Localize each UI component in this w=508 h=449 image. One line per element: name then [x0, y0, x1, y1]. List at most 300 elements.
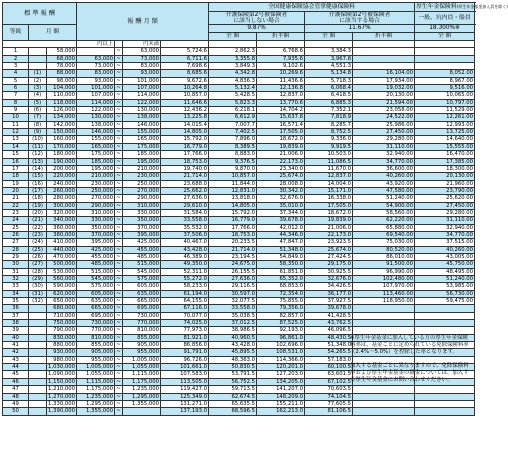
cell: 1,355,000	[123, 400, 161, 407]
cell: 1,175,000	[123, 378, 161, 385]
cell: 44	[3, 364, 29, 371]
cell: ~	[116, 195, 121, 202]
cell	[29, 400, 47, 407]
ins-yes-header: 介護保険第2号被保険者 に該当する場合	[305, 12, 415, 25]
cell: 15,792.0	[161, 136, 209, 143]
cell: 10,503.0	[305, 151, 353, 158]
cell: 23,194.5	[209, 253, 257, 260]
cell: 114,000	[123, 92, 161, 99]
table-row	[3, 158, 475, 165]
cell: 58,000	[47, 48, 77, 55]
cell	[29, 342, 47, 349]
cell: ~	[116, 85, 121, 92]
cell: ~	[116, 378, 121, 385]
cell: 69,540.00	[353, 231, 415, 238]
table-row	[3, 48, 475, 55]
cell: 855,000	[77, 342, 115, 349]
cell: ~	[116, 371, 121, 378]
cell: 10,797.00	[415, 99, 475, 106]
cell: 7,352.1	[305, 107, 353, 114]
cell: 665,000	[123, 298, 161, 305]
cell: 545,000	[123, 268, 161, 275]
cell: 37,515.00	[415, 239, 475, 246]
cell: 31,110.00	[415, 217, 475, 224]
cell	[123, 408, 161, 415]
cell: 14,805.0	[209, 202, 257, 209]
cell: 1,005,000	[77, 364, 115, 371]
cell: 470,000	[47, 253, 77, 260]
cell: 21,006.0	[305, 224, 353, 231]
cell	[415, 312, 475, 319]
rate-2: 11.67%	[305, 25, 415, 33]
cell: 118,950.00	[353, 298, 415, 305]
cell: 955,000	[123, 349, 161, 356]
cell: 160,000	[47, 136, 77, 143]
cell: 24,675.0	[209, 261, 257, 268]
cell: 130,000	[77, 114, 115, 121]
cell: 175,000	[77, 151, 115, 158]
cell: 25,620.00	[415, 195, 475, 202]
cell: (26)	[29, 253, 47, 260]
cell: 23,790.00	[415, 187, 475, 194]
cell: ~	[116, 356, 121, 363]
cell	[353, 327, 415, 334]
cell: 27,450.00	[353, 129, 415, 136]
table-row	[3, 253, 475, 260]
cell: (8)	[29, 121, 47, 128]
cell: 12	[3, 129, 29, 136]
cell: ~	[116, 261, 121, 268]
cell: 185,000	[123, 151, 161, 158]
cell: 2,862.3	[209, 48, 257, 55]
cell: 6,068.4	[305, 85, 353, 92]
cell: 455,000	[77, 253, 115, 260]
cell	[29, 327, 47, 334]
cell: 10,264.8	[161, 85, 209, 92]
cell: ~	[116, 305, 121, 312]
cell: 195,000	[123, 158, 161, 165]
cell: 11,529.00	[415, 107, 475, 114]
cell: 17,766.0	[209, 224, 257, 231]
cell: (31)	[29, 290, 47, 297]
cell: 21,006.0	[257, 151, 305, 158]
cell: 75,030.00	[353, 239, 415, 246]
cell: 70,603.5	[305, 386, 353, 393]
cell: (21)	[29, 217, 47, 224]
cell: 790,000	[47, 327, 77, 334]
cell: 17,505.0	[305, 202, 353, 209]
cell: 1,390,000	[48, 408, 75, 415]
cell: 13,225.8	[161, 114, 209, 121]
cell: 27	[3, 239, 29, 246]
cell: 32,940.00	[415, 224, 475, 231]
cell: 35,532.0	[161, 224, 209, 231]
table-row	[3, 224, 475, 231]
cell: 7,896.0	[209, 136, 257, 143]
cell: 102,696.0	[257, 342, 305, 349]
cell	[353, 63, 415, 70]
cell: 45	[3, 371, 29, 378]
cell: 73,000	[123, 55, 161, 62]
cell: 560,000	[47, 276, 77, 283]
table-row	[3, 327, 475, 334]
table-row	[3, 55, 475, 62]
cell: 620,000	[47, 290, 77, 297]
cell: 74,104.5	[305, 393, 353, 400]
cell: 165,000	[77, 143, 115, 150]
cell: 14,704.2	[257, 107, 305, 114]
cell: ~	[116, 298, 121, 305]
table-row	[3, 99, 475, 106]
cell: 46,096.5	[305, 327, 353, 334]
cell: 31,110.00	[353, 143, 415, 150]
cell: 5,428.5	[209, 92, 257, 99]
cell: (19)	[29, 202, 47, 209]
table-row	[3, 290, 475, 297]
cell: 185,000	[77, 158, 115, 165]
yen-blank	[415, 41, 475, 48]
monthly-header: 月 額	[29, 25, 77, 41]
cell: 15,171.0	[305, 187, 353, 194]
cell: 47,580.00	[353, 187, 415, 194]
cell: 13,725.00	[415, 129, 475, 136]
cell: ~	[116, 70, 121, 77]
cell: (7)	[29, 114, 47, 121]
table-row	[3, 408, 475, 415]
cell: ~	[116, 312, 121, 319]
table-row	[3, 400, 475, 407]
cell	[29, 364, 47, 371]
cell: 905,000	[123, 342, 161, 349]
cell: 7,007.7	[209, 121, 257, 128]
cell: 65,352.0	[257, 276, 305, 283]
cell: 11,670.0	[305, 165, 353, 172]
cell: 78,000	[47, 63, 77, 70]
cell: 26,155.5	[209, 268, 257, 275]
general-header: 一般、坑内員・船員	[415, 12, 475, 25]
cell: 63,601.5	[305, 371, 353, 378]
cell: 175,000	[123, 143, 161, 150]
cell: 13	[3, 136, 29, 143]
cell: 20,130.00	[353, 92, 415, 99]
cell: (5)	[29, 99, 47, 106]
cell: 8,752.5	[305, 129, 353, 136]
cell: 101,661.0	[161, 364, 209, 371]
cell: 350,000	[77, 224, 115, 231]
cell	[415, 320, 475, 327]
cell: 155,000	[123, 129, 161, 136]
cell: 28,008.0	[257, 180, 305, 187]
cell: 200,000	[47, 165, 77, 172]
cell: 1,055,000	[77, 371, 115, 378]
cell: 10,269.6	[257, 70, 305, 77]
cell: 5,724.6	[161, 48, 209, 55]
cell: 6,418.5	[305, 92, 353, 99]
cell: 91,791.0	[161, 349, 209, 356]
cell: ~	[116, 224, 121, 231]
cell: ~	[116, 77, 121, 84]
cell: 14,640.00	[415, 136, 475, 143]
cell: 350,000	[123, 217, 161, 224]
col-full-0: 全 額	[209, 33, 257, 41]
cell: (24)	[29, 239, 47, 246]
cell: 515,000	[77, 268, 115, 275]
cell: 16,571.4	[257, 121, 305, 128]
cell: 16,779.0	[209, 217, 257, 224]
cell: 5,134.8	[305, 70, 353, 77]
cell: 53,985.00	[415, 283, 475, 290]
cell: 5,718.3	[305, 77, 353, 84]
cell: 35	[3, 298, 29, 305]
cell	[29, 320, 47, 327]
yen-from: 円以上	[77, 41, 115, 48]
cell: 12,436.2	[161, 107, 209, 114]
cell	[415, 63, 475, 70]
cell: 31	[3, 268, 29, 275]
cell: 290,000	[123, 195, 161, 202]
cell: 37,927.5	[305, 298, 353, 305]
cell: 32,676.0	[257, 195, 305, 202]
table-row	[3, 165, 475, 172]
yen-blank	[209, 41, 257, 48]
table-row	[3, 77, 475, 84]
cell: 49	[3, 400, 29, 407]
cell: 47	[3, 386, 29, 393]
cell: 23,923.5	[305, 239, 353, 246]
cell: 77,605.5	[305, 400, 353, 407]
cell: 165,000	[123, 136, 161, 143]
cell: 1,235,000	[123, 386, 161, 393]
cell: 15,555.00	[415, 143, 475, 150]
cell: 46,389.0	[161, 253, 209, 260]
cell: 1,005,000	[123, 356, 161, 363]
table-row	[3, 305, 475, 312]
table-row	[3, 209, 475, 216]
cell: 58,350.0	[257, 261, 305, 268]
cell: 16,104.00	[353, 70, 415, 77]
cell: (22)	[29, 224, 47, 231]
cell: 31,584.0	[161, 209, 209, 216]
cell: 250,000	[77, 187, 115, 194]
cell	[29, 63, 47, 70]
cell: 62,220.00	[353, 217, 415, 224]
cell: 59,713.5	[209, 386, 257, 393]
cell: ~	[116, 239, 121, 246]
cell: 23,340.0	[257, 165, 305, 172]
cell: (25)	[29, 246, 47, 253]
cell: 1	[3, 48, 29, 55]
cell: 75,855.0	[257, 298, 305, 305]
cell: 26	[3, 231, 29, 238]
cell: (12)	[29, 151, 47, 158]
cell: 12,261.00	[415, 114, 475, 121]
cell: 545,000	[77, 276, 115, 283]
cell: 88,000	[47, 70, 77, 77]
cell: 131,271.0	[161, 400, 209, 407]
cell: 11,646.6	[161, 99, 209, 106]
cell: 17,934.00	[353, 77, 415, 84]
cell: 18,300.00	[415, 165, 475, 172]
cell: ~	[116, 99, 121, 106]
cell: 11,086.5	[305, 158, 353, 165]
cell: 134,205.0	[257, 378, 305, 385]
cell: 155,000	[77, 136, 115, 143]
cell: 10,857.0	[209, 173, 257, 180]
table-row	[3, 231, 475, 238]
table-row	[3, 268, 475, 275]
cell: ~	[116, 55, 121, 62]
cell: 310,000	[123, 202, 161, 209]
table-row	[3, 298, 475, 305]
cell: 395,000	[123, 231, 161, 238]
kousei-header	[415, 3, 508, 12]
cell: 61,851.0	[257, 268, 305, 275]
cell: ~	[116, 320, 121, 327]
cell: 18,753.0	[161, 158, 209, 165]
cell: 33,558.0	[209, 305, 257, 312]
cell: 300,000	[47, 202, 77, 209]
cell: 6,218.1	[209, 107, 257, 114]
cell: 51,240.00	[353, 195, 415, 202]
cell: 30,925.5	[305, 268, 353, 275]
cell: 11	[3, 121, 29, 128]
cell: 290,000	[77, 202, 115, 209]
cell: 43	[3, 356, 29, 363]
cell: 93,000	[123, 70, 161, 77]
cell: 57,183.0	[305, 356, 353, 363]
cell: ~	[116, 107, 121, 114]
cell: 137,193.0	[161, 408, 209, 415]
cell: 96,990.00	[353, 268, 415, 275]
cell: 96,861.0	[257, 334, 305, 341]
cell	[353, 408, 415, 415]
table-row	[3, 187, 475, 194]
cell: 53,791.5	[209, 371, 257, 378]
kyokai-header: 全国健康保険協会管掌健康保険料	[209, 3, 415, 12]
cell: 14,015.4	[161, 121, 209, 128]
cell: 14,004.0	[305, 180, 353, 187]
cell: 12,837.0	[305, 173, 353, 180]
cell: 425,000	[77, 246, 115, 253]
cell: 40,260.00	[415, 246, 475, 253]
cell: 23,058.00	[353, 107, 415, 114]
cell: 87,525.0	[257, 320, 305, 327]
cell: 7	[3, 92, 29, 99]
cell: 60,100.5	[305, 364, 353, 371]
cell: 880,000	[47, 342, 77, 349]
cell	[415, 305, 475, 312]
cell: (28)	[29, 268, 47, 275]
cell: (11)	[29, 143, 47, 150]
cell: 24	[3, 217, 29, 224]
table-row	[3, 107, 475, 114]
cell: 370,000	[123, 224, 161, 231]
cell: 48,430.5	[305, 334, 353, 341]
cell: 29,280.00	[415, 209, 475, 216]
cell: 665,000	[77, 305, 115, 312]
cell: 21,714.0	[161, 173, 209, 180]
kousei-note: (厚生年金基金加入員を除く)	[456, 4, 508, 9]
cell: 9	[3, 107, 29, 114]
cell: 12,136.8	[257, 85, 305, 92]
cell: 6,768.6	[257, 48, 305, 55]
cell: 34	[3, 290, 29, 297]
cell: 113,460.00	[353, 290, 415, 297]
cell: 15	[3, 151, 29, 158]
cell: 25	[3, 224, 29, 231]
cell: 330,000	[77, 217, 115, 224]
table-row	[3, 261, 475, 268]
cell: 9,516.00	[415, 85, 475, 92]
cell: 37,344.0	[257, 209, 305, 216]
cell: 22,173.0	[305, 231, 353, 238]
cell: 80,520.00	[353, 246, 415, 253]
cell: 7,402.5	[209, 129, 257, 136]
yen-blank	[353, 41, 415, 48]
cell: 770,000	[123, 320, 161, 327]
cell: 1,330,000	[48, 400, 75, 407]
cell: 410,000	[47, 239, 77, 246]
cell	[29, 305, 47, 312]
cell: 730,000	[123, 312, 161, 319]
cell: 170,000	[47, 143, 77, 150]
cell: 81,106.5	[305, 408, 353, 415]
cell: 25,986.00	[353, 121, 415, 128]
cell: 32	[3, 276, 29, 283]
cell: 54,265.5	[305, 349, 353, 356]
cell: (4)	[29, 92, 47, 99]
cell: 39,678.0	[305, 305, 353, 312]
cell: 9,672.6	[161, 77, 209, 84]
cell: 56,730.00	[415, 290, 475, 297]
table-row	[3, 121, 475, 128]
cell: 113,505.0	[161, 378, 209, 385]
cell: (2)	[29, 77, 47, 84]
cell	[353, 312, 415, 319]
cell: (18)	[29, 195, 47, 202]
cell: 695,000	[77, 312, 115, 319]
cell: 180,000	[47, 151, 77, 158]
cell: 270,000	[123, 187, 161, 194]
cell: 12,993.00	[415, 121, 475, 128]
cell: 730,000	[77, 320, 115, 327]
cell: 11,436.6	[257, 77, 305, 84]
cell	[29, 371, 47, 378]
cell: (30)	[29, 283, 47, 290]
cell: 107,970.00	[353, 283, 415, 290]
cell: 710,000	[47, 312, 77, 319]
cell: 104,000	[47, 85, 77, 92]
cell: 44,346.0	[257, 231, 305, 238]
cell: 107,583.0	[161, 371, 209, 378]
cell: 42	[3, 349, 29, 356]
cell: 127,203.0	[257, 371, 305, 378]
cell: 30	[3, 261, 29, 268]
cell: 33,558.0	[161, 217, 209, 224]
cell: 93,000	[77, 77, 115, 84]
cell: ~	[116, 253, 121, 260]
cell: 46	[3, 378, 29, 385]
cell: 14	[3, 143, 29, 150]
cell: 150,000	[47, 129, 77, 136]
table-row	[3, 239, 475, 246]
cell: 12,837.0	[257, 92, 305, 99]
cell: 17	[3, 165, 29, 172]
cell: 20,233.5	[209, 239, 257, 246]
cell: 4	[3, 70, 29, 77]
cell: 47,847.0	[257, 239, 305, 246]
yen-blank	[305, 41, 353, 48]
